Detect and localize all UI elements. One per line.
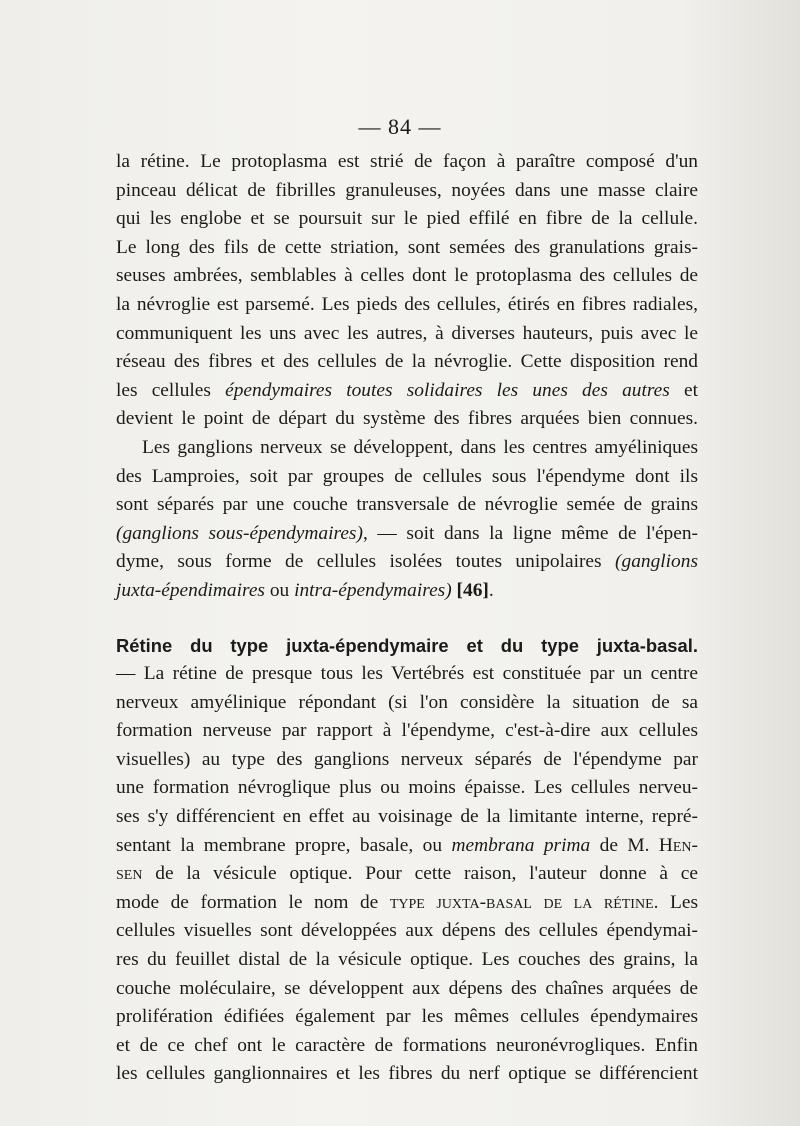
text-run: ses s'y différencient en effet au voisinage de la limitante interne, repré- [116,806,698,828]
text-run: (ganglions sous-épendymaires) [116,522,363,544]
text-run: sentant la membrane propre, basale, ou [116,834,452,856]
text-run: Hen- [658,834,698,856]
text-run: pinceau délicat de fibrilles granuleuses, noyées dans une masse claire [116,179,698,201]
text-line [116,1060,698,1089]
text-run: mode de formation le nom de [116,891,390,913]
text-line [116,889,698,918]
text-line [116,348,698,377]
text-line [116,463,698,492]
text-run: cellules visuelles sont développées aux dépens des cellules épendymai- [116,920,698,942]
text-run: de M. [590,834,659,856]
page-number: — 84 — [358,114,442,139]
text-run: dyme, sous forme de cellules isolées toutes unipolaires [116,551,616,573]
text-run: une formation névroglique plus ou moins épaisse. Les cellules nerveu- [116,777,698,799]
text-run: épendymaires toutes solidaires les unes des autres [225,379,670,401]
text-run: et [669,379,698,401]
reference-number: [46] [456,579,489,601]
text-line [116,320,698,349]
text-line [116,548,698,577]
text-line [116,520,698,549]
text-line [116,1003,698,1032]
text-run: Les ganglions nerveux se développent, dans les centres amyéliniques [142,436,698,458]
text-run: qui les englobe et se poursuit sur le pied effilé en fibre de la cellule. [116,208,698,230]
text-run: sont séparés par une couche transversale de névroglie semée de grains [116,494,698,516]
body-text [116,148,698,1089]
text-run: et de ce chef ont le caractère de formations neuronévrogliques. Enfin [116,1034,698,1056]
text-line [116,234,698,263]
text-line [116,491,698,520]
text-run: res du feuillet distal de la vésicule optique. Les couches des grains, la [116,949,698,971]
text-run: de la vésicule optique. Pour cette raison, l'auteur donne à ce [142,863,698,885]
text-line [116,946,698,975]
text-line [116,717,698,746]
text-run: réseau des fibres et des cellules de la névroglie. Cette disposition rend [116,351,698,373]
text-line [116,291,698,320]
text-run: visuelles) au type des ganglions nerveux séparés de l'épendyme par [116,748,698,770]
text-run: intra-épendymaires) [294,579,452,601]
text-run: sen [116,863,143,885]
text-run: , — soit dans la ligne même de l'épen- [362,522,699,544]
text-line [116,1032,698,1061]
text-line [116,689,698,718]
text-line [116,405,698,434]
text-run: nerveux amyélinique répondant (si l'on considère la situation de sa [116,691,698,713]
text-run: la rétine. Le protoplasma est strié de façon à paraître composé d'un [116,151,698,172]
text-line [116,377,698,406]
text-run: juxta-épendimaires [116,579,265,601]
text-run: Le long des fils de cette striation, sont semées des granulations grais- [116,236,698,258]
paragraph-2 [116,434,698,606]
text-line [116,660,698,689]
text-line [116,205,698,234]
section-gap [116,606,698,632]
text-line [116,860,698,889]
text-line [116,577,698,606]
text-line [116,917,698,946]
text-run: communiquent les uns avec les autres, à diverses hauteurs, puis avec le [116,322,698,344]
section-heading: Rétine du type juxta-épendymaire et du type juxta-basal. [116,634,698,656]
text-run: couche moléculaire, se développent aux dépens des chaînes arquées de [116,977,698,999]
text-line [116,632,698,661]
text-run: . [488,579,494,601]
text-line [116,774,698,803]
text-run: les cellules [116,379,226,401]
text-line [116,434,698,463]
text-line [116,262,698,291]
text-run: ou [264,579,295,601]
paragraph-3 [116,632,698,1090]
text-run: la névroglie est parsemé. Les pieds des cellules, étirés en fibres radiales, [116,293,698,315]
paragraph-1 [116,148,698,434]
text-line [116,975,698,1004]
text-run: les cellules ganglionnaires et les fibres du nerf optique se différencient [116,1063,698,1085]
text-line [116,148,698,177]
text-run: devient le point de départ du système des fibres arquées bien connues. [116,408,698,430]
text-run: des Lamproies, soit par groupes de cellules sous l'épendyme dont ils [116,465,698,487]
text-run: prolifération édifiées également par les mêmes cellules épendymaires [116,1006,698,1028]
text-line [116,832,698,861]
text-run: (ganglions [615,551,698,573]
text-line [116,177,698,206]
text-run: type juxta-basal de la rétine [389,891,654,913]
text-run: — La rétine de presque tous les Vertébrés est constituée par un centre [116,663,698,685]
text-run: formation nerveuse par rapport à l'épendyme, c'est-à-dire aux cellules [116,720,698,742]
text-line [116,746,698,775]
text-run: . Les [653,891,699,913]
text-run: seuses ambrées, semblables à celles dont le protoplasma des cellules de [116,265,698,287]
text-line [116,803,698,832]
text-run: membrana prima [451,834,591,856]
